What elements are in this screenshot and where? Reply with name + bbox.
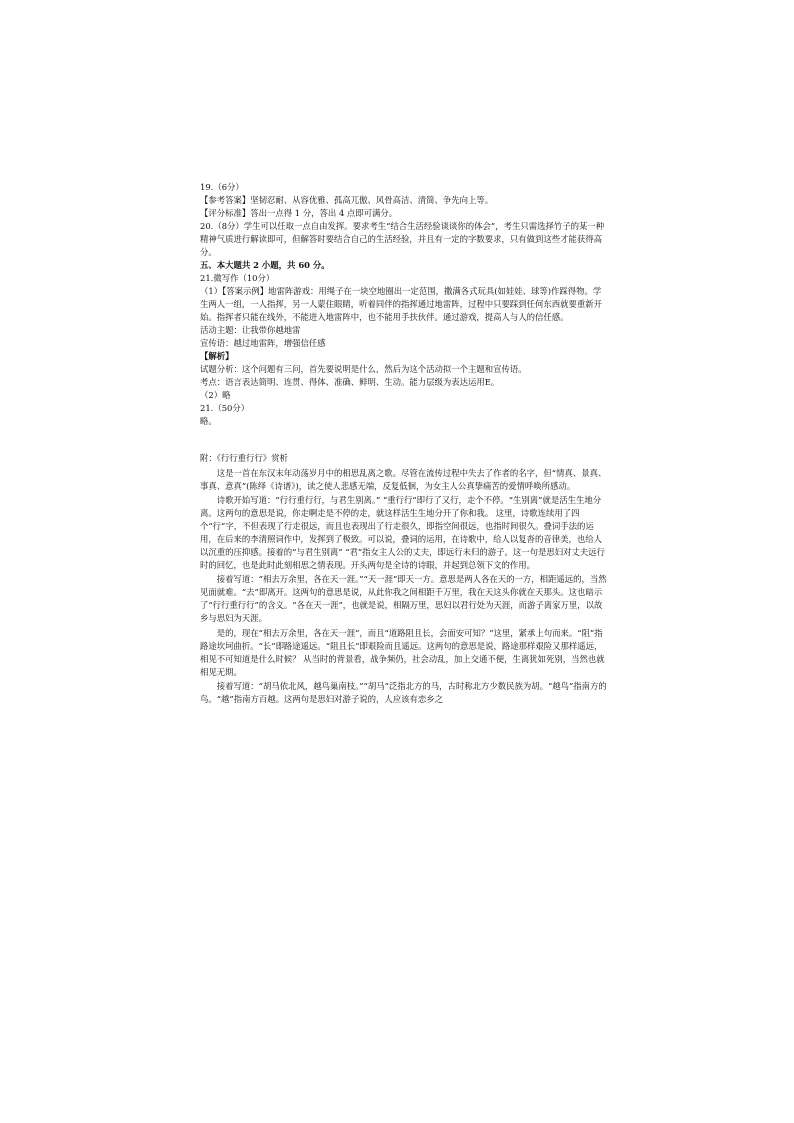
answer-content xyxy=(200,181,608,706)
appendix-paragraph-5: 接着写道：“胡马依北风，越鸟巢南枝。”“胡马”泛指北方的马，古时称北方少数民族为胡。“越鸟”指南方的鸟。“越”指南方百越。这两句是思妇对游子说的，人应该有恋乡之 xyxy=(200,680,607,704)
appendix-paragraph-1: 这是一首在东汉末年动荡岁月中的相思乱离之歌。尽管在流传过程中失去了作者的名字，但“情真、景真、事真、意真”(陈绎《诗谱》)，读之使人悲感无端，反复低徊，为女主人公真挚痛苦的爱情呼唤所感动。 xyxy=(200,468,607,492)
analysis-heading: 【解析】 xyxy=(200,351,234,362)
activity-theme: 活动主题：让我带你越地雷 xyxy=(200,325,301,336)
appendix-paragraph-2: 诗歌开始写道：“行行重行行，与君生别离。” “重行行”即行了又行，走个不停。“生别离”就是活生生地分离。这两句的意思是说，你走啊走是不停的走，就这样活生生地分开了你和我。 这里，诗歌连续用了四个“行”字，不但表现了行走很远，而且也表现出了行走很久，即指空间很远，也指时间很久。叠词手法的运用，在后来的李清照词作中，发挥到了极致。可以说，叠词的运用，在诗歌中，给人以复沓的音律美，也给人以沉重的压抑感。接着的“与君生别离” “君”指女主人公的丈夫，即远行未归的游子。这一句是思妇对丈夫远行时的回忆，也是此时此刻相思之情表现。开头两句是全诗的诗眼，并起到总领下文的作用。 xyxy=(200,495,606,571)
essay-heading: 21.（50分） xyxy=(200,403,250,414)
q21-heading: 21.微写作（10分） xyxy=(200,273,275,284)
q20-answer: 20.（8分）学生可以任取一点自由发挥。要求考生“结合生活经验谈谈你的体会”，考生只需选择竹子的某一种精神气质进行解读即可，但解答时要结合自己的生活经验，并且有一定的字数要求，只有做到这些才能获得高分。 xyxy=(200,221,605,258)
q19-scoring: 【评分标准】答出一点得 1 分，答出 4 点即可满分。 xyxy=(200,208,398,219)
analysis-text: 试题分析：这个问题有三问，首先要说明是什么，然后为这个活动拟一个主题和宣传语。 xyxy=(200,364,527,375)
test-point: 考点：语言表达简明、连贯、得体、准确、鲜明、生动。能力层级为表达运用E。 xyxy=(200,377,500,388)
appendix-paragraph-4: 是的，现在“相去万余里，各在天一涯”，而且“道路阻且长，会面安可知？”这里，紧承上句而来。“阻”指路途坎坷曲折。“长”即路途遥远。“阻且长”即艰险而且遥远。这两句的意思是说，路途那样艰险又那样遥远，相见不可知道是什么时候？ 从当时的背景看，战争频仍，社会动乱，加上交通不便，生离犹如死别，当然也就相见无期。 xyxy=(200,627,605,677)
q21-part2: （2）略 xyxy=(200,390,231,401)
appendix-title: 附：《行行重行行》赏析 xyxy=(200,453,288,464)
q19-heading: 19.（6分） xyxy=(200,182,244,192)
q21-part1: （1）【答案示例】地雷阵游戏：用绳子在一块空地圈出一定范围，撒满各式玩具(如娃娃、球等)作踩得物。学生两人一组，一人指挥，另一人蒙住眼睛，听着同伴的指挥通过地雷阵，过程中只要踩到任何东西就要重新开始。指挥者只能在线外，不能进入地雷阵中，也不能用手扶伙伴。通过游戏，提高人与人的信任感。 xyxy=(200,286,602,323)
essay-answer: 略。 xyxy=(200,416,217,427)
spacer xyxy=(200,428,608,452)
q19-answer: 【参考答案】坚韧忍耐、从容优雅、孤高兀傲、风骨高洁、清简、争先向上等。 xyxy=(200,195,494,206)
appendix-paragraph-3: 接着写道：“相去万余里，各在天一涯。”“天一涯”即天一方。意思是两人各在天的一方，相距遥远的，当然见面就难。“去”即离开。这两句的意思是说，从此你我之间相距千万里，我在天这头你就在天那头。这也暗示了“行行重行行”的含义。“各在天一涯”，也就是说，相隔万里，思妇以君行处为天涯，而游子离家万里，以故乡与思妇为天涯。 xyxy=(200,574,607,624)
section-five-heading: 五、本大题共 2 小题，共 60 分。 xyxy=(200,260,330,271)
activity-slogan: 宣传语：越过地雷阵，增强信任感 xyxy=(200,338,326,349)
